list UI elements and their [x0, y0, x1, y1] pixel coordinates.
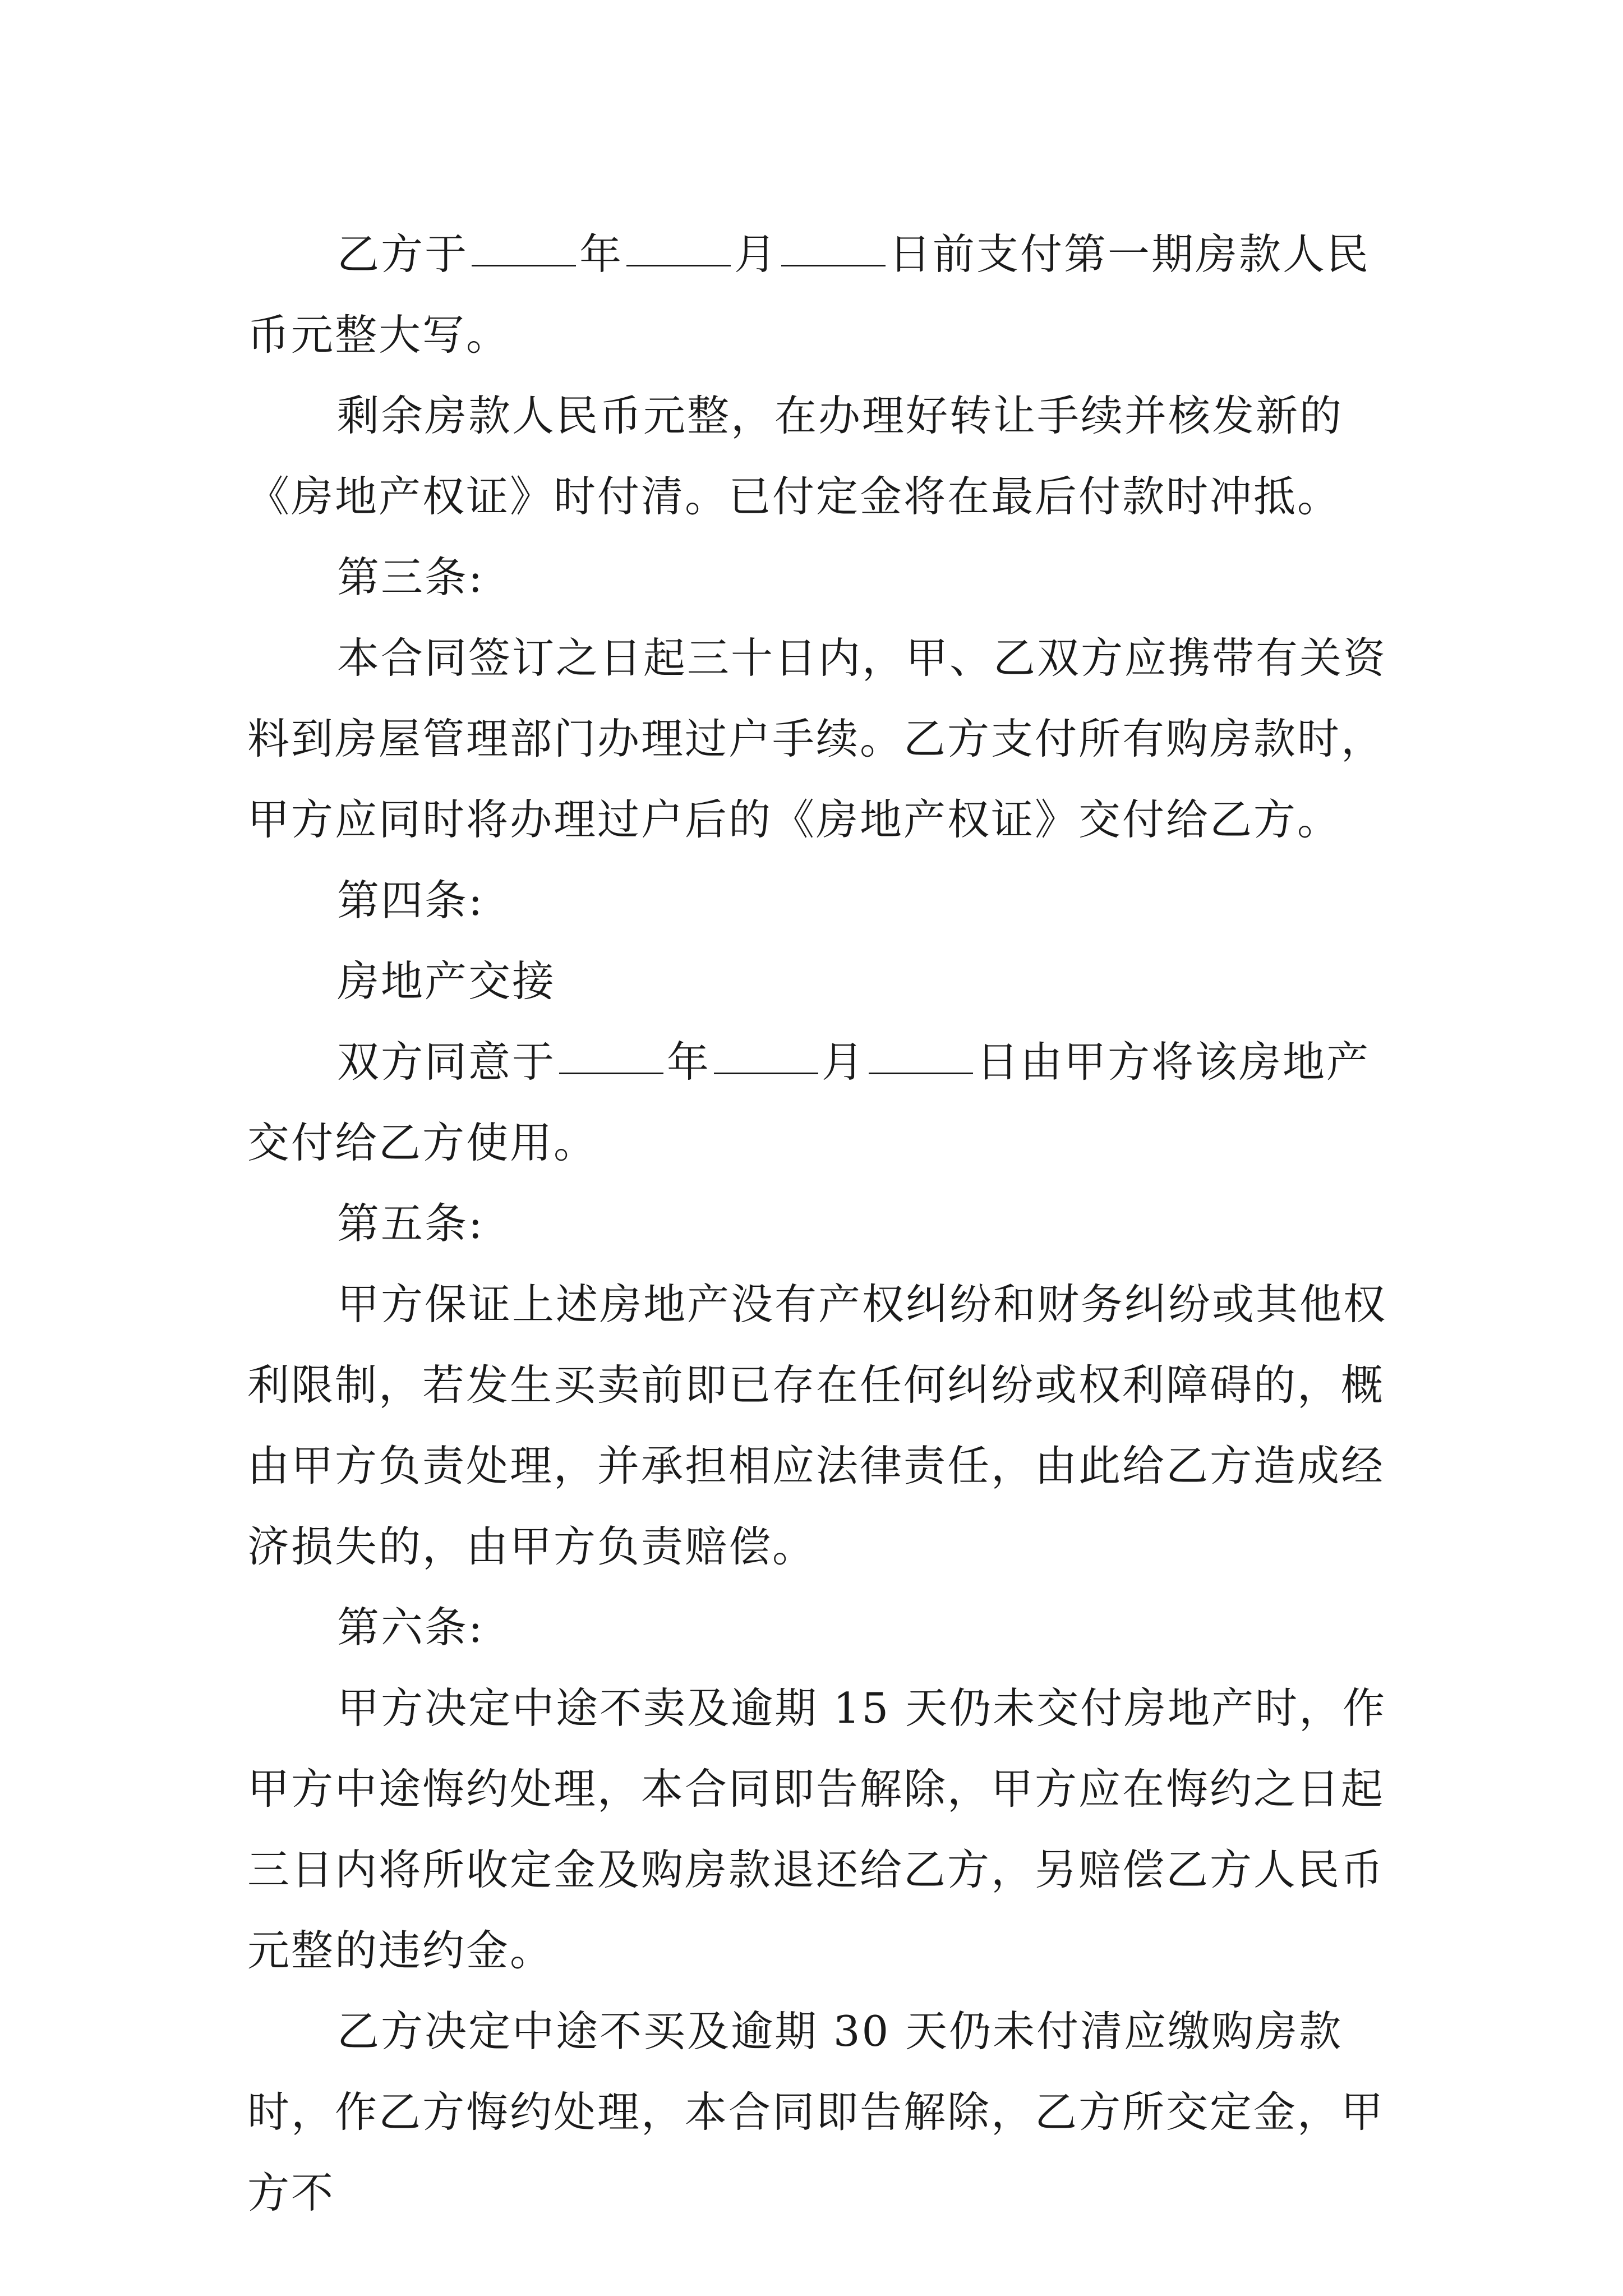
- month-label: 月: [734, 229, 778, 279]
- paragraph-title-guarantee: 甲方保证上述房地产没有产权纠纷和财务纠纷或其他权利限制，若发生买卖前即已存在任何纠纷或权利障碍的，概由甲方负责处理，并承担相应法律责任，由此给乙方造成经济损失的，由甲方负责赔偿。: [247, 1280, 1387, 1571]
- document-body: [247, 214, 1391, 2233]
- article-4-heading: 第四条:: [337, 876, 485, 925]
- blank-month-field[interactable]: [626, 230, 731, 266]
- blank-year-field[interactable]: [472, 230, 576, 266]
- blank-day-field[interactable]: [781, 230, 886, 266]
- text-segment: 乙方于: [337, 229, 469, 279]
- paragraph-remaining-payment: 剩余房款人民币元整，在办理好转让手续并核发新的《房地产权证》时付清。已付定金将在最后付款时冲抵。: [247, 391, 1344, 521]
- paragraph-buyer-breach: 乙方决定中途不买及逾期 30 天仍未付清应缴购房款时，作乙方悔约处理，本合同即告解除，乙方所交定金，甲方不: [247, 2007, 1385, 2217]
- paragraph-first-payment: [247, 214, 1391, 375]
- blank-year-field[interactable]: [559, 1038, 663, 1074]
- paragraph-transfer-procedure: 本合同签订之日起三十日内，甲、乙双方应携带有关资料到房屋管理部门办理过户手续。乙方支付所有购房款时，甲方应同时将办理过户后的《房地产权证》交付给乙方。: [247, 633, 1387, 844]
- year-label: 年: [667, 1037, 711, 1087]
- blank-day-field[interactable]: [869, 1038, 973, 1074]
- year-label: 年: [579, 229, 624, 279]
- month-label: 月: [822, 1037, 866, 1087]
- paragraph-seller-breach: 甲方决定中途不卖及逾期 15 天仍未交付房地产时，作甲方中途悔约处理，本合同即告解除，甲方应在悔约之日起三日内将所收定金及购房款退还给乙方，另赔偿乙方人民币元整的违约金。: [247, 1683, 1387, 1975]
- text-segment: 日前支付第一期房款人民币元整大写。: [247, 229, 1371, 360]
- paragraph-handover-date: [247, 1022, 1391, 1183]
- text-segment: 双方同意于: [337, 1037, 556, 1087]
- text-segment: 日由甲方将该房地产交付给乙方使用。: [247, 1037, 1371, 1167]
- paragraph-handover-title: 房地产交接: [337, 956, 556, 1006]
- article-5-heading: 第五条:: [337, 1199, 485, 1248]
- blank-month-field[interactable]: [714, 1038, 818, 1074]
- article-3-heading: 第三条:: [337, 553, 485, 602]
- article-6-heading: 第六条:: [337, 1603, 485, 1652]
